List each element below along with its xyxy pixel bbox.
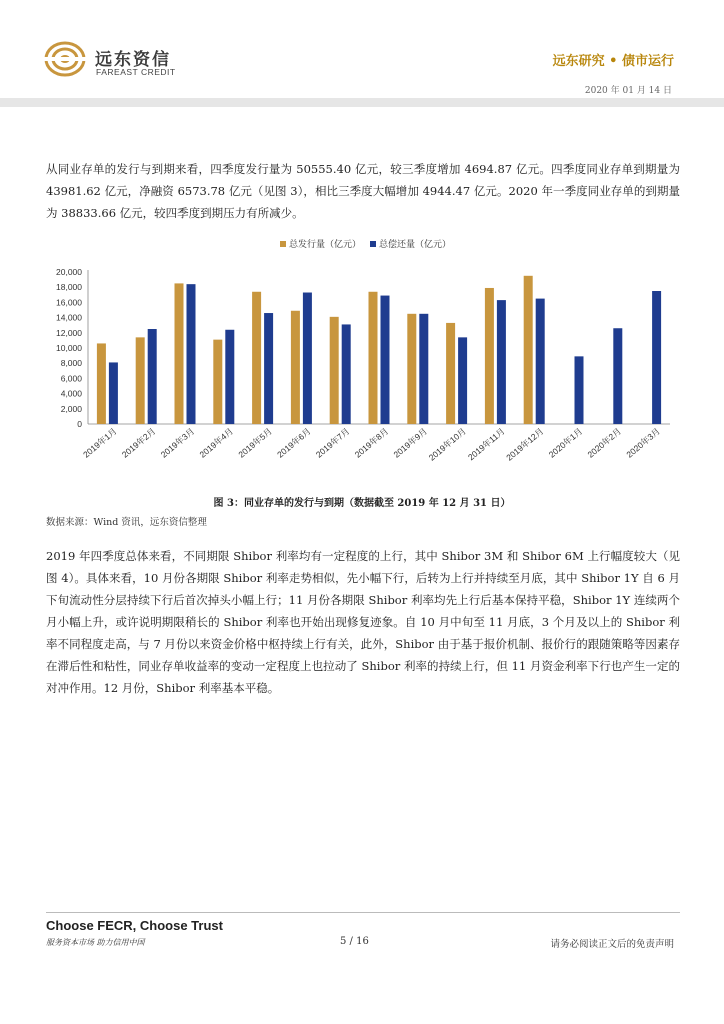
bar-issuance-3 [213, 340, 222, 424]
report-series-title: 远东研究 • 债市运行 [552, 54, 674, 69]
x-tick-label: 2019年10月 [426, 425, 468, 463]
bar-issuance-11 [524, 276, 533, 424]
chart-legend [280, 238, 451, 250]
y-tick-label: 18,000 [56, 282, 82, 293]
x-tick-label: 2019年7月 [313, 425, 352, 460]
y-tick-label: 4,000 [60, 388, 82, 399]
y-tick-label: 14,000 [56, 312, 82, 323]
bar-repayment-12 [575, 356, 584, 424]
x-tick-label: 2019年2月 [119, 425, 158, 460]
bar-repayment-4 [264, 313, 273, 424]
bar-repayment-2 [187, 284, 196, 424]
data-source: 数据来源：Wind 资讯，远东资信整理 [46, 517, 207, 528]
bar-issuance-0 [97, 343, 106, 424]
fareast-logo-icon [44, 40, 86, 78]
bar-issuance-8 [407, 314, 416, 424]
bar-repayment-8 [419, 314, 428, 424]
paragraph-cd-issuance: 从同业存单的发行与到期来看，四季度发行量为 50555.40 亿元，较三季度增加 4694.87 亿元。四季度同业存单到期量为 43981.62 亿元，净融资 6573.78 亿元（见图 3），相比三季度大幅增加 4944.47 亿元。2020 年一季度同业存单的到期量为 38833.66 亿元，较四季度到期压力有所减少。 [46, 162, 680, 220]
x-tick-label: 2019年4月 [197, 425, 236, 460]
brand-name-cn: 远东资信 [95, 50, 171, 70]
disclaimer-link[interactable]: 请务必阅读正文后的免责声明 [550, 939, 674, 950]
figure-caption: 图 3：同业存单的发行与到期（数据截至 2019 年 12 月 31 日） [213, 498, 511, 509]
footer-divider [46, 912, 680, 913]
footer-slogan-cn: 服务资本市场 助力信用中国 [46, 938, 145, 947]
x-tick-label: 2019年9月 [391, 425, 430, 460]
paragraph-shibor-analysis: 2019 年四季度总体来看，不同期限 Shibor 利率均有一定程度的上行，其中 Shibor 3M 和 Shibor 6M 上行幅度较大（见图 4）。具体来看，10 月份各期限 Shibor 利率走势相似，先小幅下行，后转为上行并持续至月底，其中 Shibor 1Y 自 6 月下旬流动性分层持续下行后首次掉头小幅上行；11 月份各期限 Shibor 利率均先上行后基本保持平稳，Shibor 1Y 连续两个月小幅上升，或许说明期限稍长的 Shibor 利率也开始出现修复迹象。自 10 月中旬至 11 月底，3 个月及以上的 Shibor 利率不同程度走高，与 7 月份以来资金价格中枢持续上行有关，此外，Shibor 由于基于报价机制、报价行的跟随策略等因素存在滞后性和粘性，同业存单收益率的变动一定程度上也拉动了 Shibor 利率的持续上行，但 11 月资金利率下行也产生一定的对冲作用。12 月份，Shibor 利率基本平稳。 [46, 549, 680, 695]
x-tick-label: 2020年2月 [585, 425, 624, 460]
bar-repayment-6 [342, 324, 351, 424]
x-tick-label: 2019年8月 [352, 425, 391, 460]
y-tick-label: 12,000 [56, 327, 82, 338]
y-tick-label: 20,000 [56, 267, 82, 277]
bar-repayment-3 [225, 330, 234, 424]
x-tick-label: 2019年12月 [504, 425, 546, 463]
header-divider [0, 98, 724, 107]
bar-issuance-5 [291, 311, 300, 424]
x-tick-label: 2019年3月 [158, 425, 197, 460]
x-tick-label: 2020年3月 [624, 425, 662, 460]
issuance-maturity-bar-chart [40, 232, 680, 487]
bar-repayment-13 [613, 328, 622, 424]
bar-issuance-10 [485, 288, 494, 424]
footer-slogan-en: Choose FECR, Choose Trust [46, 918, 223, 933]
legend-label: 总偿还量（亿元） [379, 240, 452, 250]
page-number: 5 / 16 [340, 936, 369, 947]
bar-issuance-4 [252, 292, 261, 424]
bar-issuance-2 [175, 283, 184, 424]
bar-repayment-9 [458, 337, 467, 424]
x-tick-label: 2019年6月 [275, 425, 313, 460]
bar-repayment-14 [652, 291, 661, 424]
x-tick-label: 2019年11月 [465, 425, 507, 463]
x-tick-label: 2019年5月 [236, 425, 274, 460]
x-tick-label: 2020年1月 [546, 425, 585, 460]
x-tick-label: 2019年1月 [81, 425, 119, 460]
legend-swatch [280, 241, 286, 247]
bar-repayment-7 [381, 296, 390, 424]
y-tick-label: 2,000 [60, 403, 82, 414]
brand-name-en: FAREAST CREDIT [96, 67, 176, 77]
y-tick-label: 0 [77, 419, 82, 429]
bar-issuance-7 [369, 292, 378, 424]
legend-swatch [370, 241, 376, 247]
legend-label: 总发行量（亿元） [289, 240, 362, 250]
bar-issuance-9 [446, 323, 455, 424]
report-date: 2020 年 01 月 14 日 [584, 86, 672, 96]
bar-issuance-1 [136, 337, 145, 424]
bar-repayment-10 [497, 300, 506, 424]
bar-repayment-0 [109, 362, 118, 424]
y-tick-label: 16,000 [56, 297, 82, 308]
y-tick-label: 6,000 [60, 373, 82, 384]
y-tick-label: 10,000 [56, 343, 82, 353]
bar-repayment-11 [536, 299, 545, 424]
bar-issuance-6 [330, 317, 339, 424]
y-tick-label: 8,000 [60, 358, 82, 369]
bar-repayment-5 [303, 293, 312, 424]
bar-repayment-1 [148, 329, 157, 424]
